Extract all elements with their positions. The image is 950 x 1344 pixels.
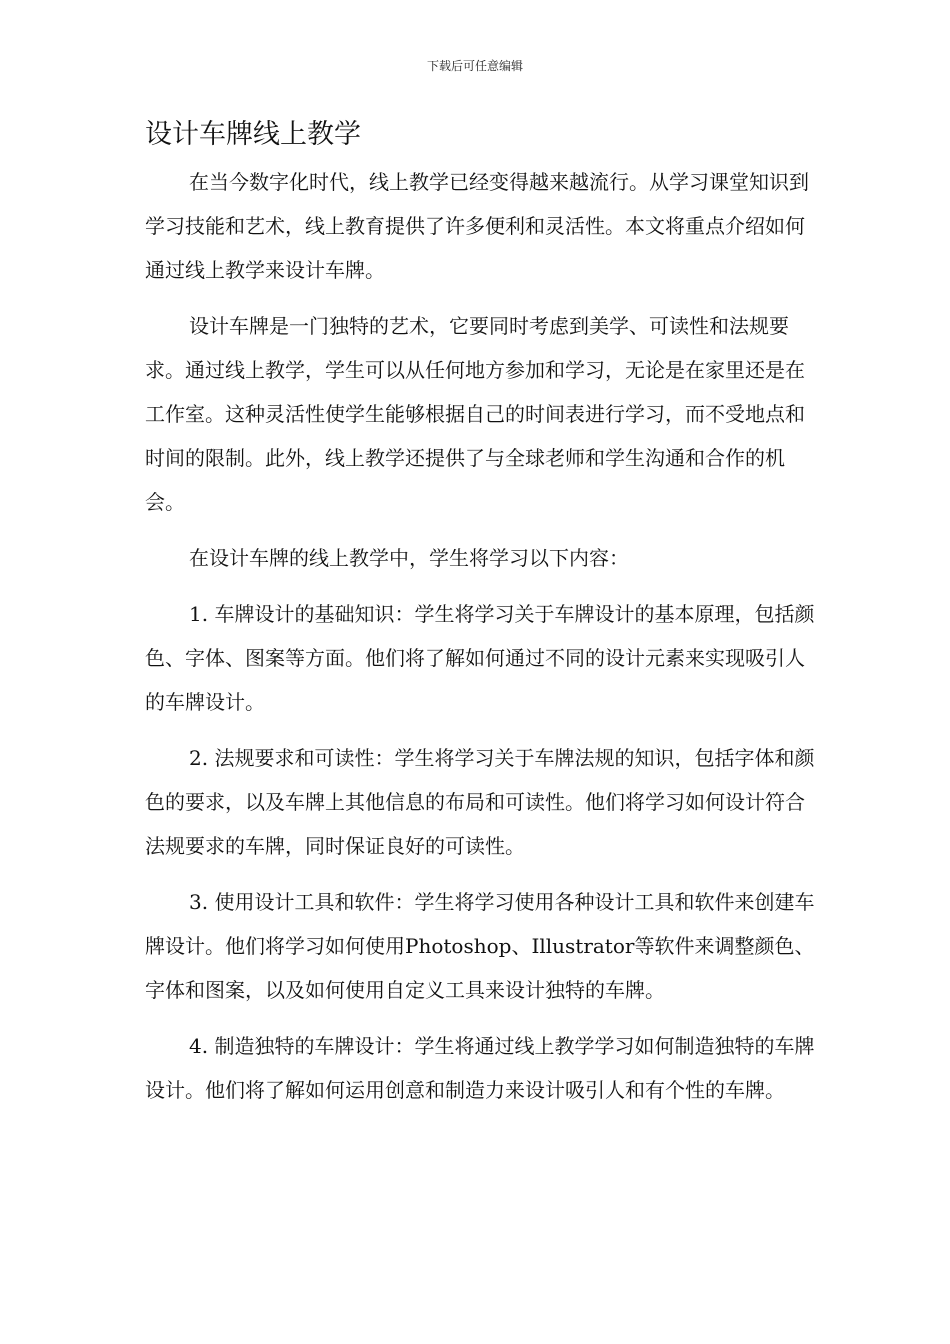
paragraph-overview: 设计车牌是一门独特的艺术，它要同时考虑到美学、可读性和法规要求。通过线上教学，学生可以从任何地方参加和学习，无论是在家里还是在工作室。这种灵活性使学生能够根据自己的时间表进行学习，而不受地点和时间的限制。此外，线上教学还提供了与全球老师和学生沟通和合作的机会。 bbox=[145, 314, 805, 514]
paragraph-intro: 在当今数字化时代，线上教学已经变得越来越流行。从学习课堂知识到学习技能和艺术，线上教育提供了许多便利和灵活性。本文将重点介绍如何通过线上教学来设计车牌。 bbox=[145, 170, 809, 282]
list-item-unique-design: 4. 制造独特的车牌设计：学生将通过线上教学学习如何制造独特的车牌设计。他们将了解如何运用创意和制造力来设计吸引人和有个性的车牌。 bbox=[145, 1034, 815, 1102]
header-note: 下载后可任意编辑 bbox=[426, 59, 523, 73]
list-item-regulations: 2. 法规要求和可读性：学生将学习关于车牌法规的知识，包括字体和颜色的要求，以及车牌上其他信息的布局和可读性。他们将学习如何设计符合法规要求的车牌，同时保证良好的可读性。 bbox=[145, 746, 815, 858]
document-body bbox=[145, 112, 815, 1112]
document-title: 设计车牌线上教学 bbox=[145, 119, 361, 150]
paragraph-content-intro: 在设计车牌的线上教学中，学生将学习以下内容： bbox=[189, 546, 629, 570]
list-item-basics: 1. 车牌设计的基础知识：学生将学习关于车牌设计的基本原理，包括颜色、字体、图案等方面。他们将了解如何通过不同的设计元素来实现吸引人的车牌设计。 bbox=[145, 602, 815, 714]
list-item-tools: 3. 使用设计工具和软件：学生将学习使用各种设计工具和软件来创建车牌设计。他们将学习如何使用Photoshop、Illustrator等软件来调整颜色、字体和图案，以及如何使用自定义工具来设计独特的车牌。 bbox=[145, 890, 815, 1002]
